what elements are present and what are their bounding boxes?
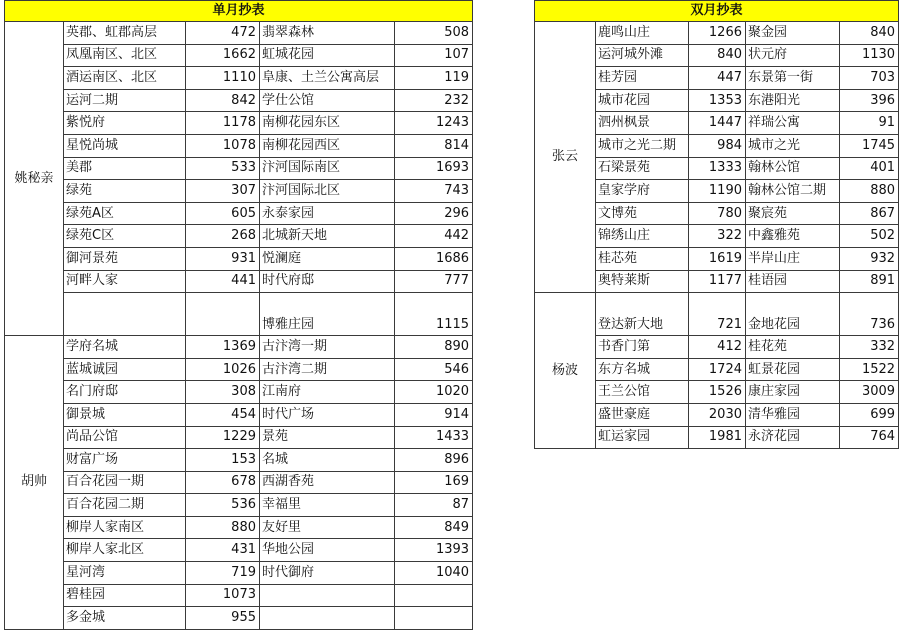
meter-count: 307 bbox=[186, 180, 260, 203]
meter-count: 1724 bbox=[689, 358, 746, 381]
property-name: 碧桂园 bbox=[64, 584, 186, 607]
table-row bbox=[5, 67, 473, 90]
meter-count: 322 bbox=[689, 225, 746, 248]
property-name: 绿苑A区 bbox=[64, 202, 186, 225]
property-name: 桂语园 bbox=[746, 270, 840, 293]
meter-count: 119 bbox=[395, 67, 473, 90]
property-name: 聚金园 bbox=[746, 22, 840, 45]
property-name: 博雅庄园 bbox=[260, 293, 395, 336]
property-name: 翰林公馆 bbox=[746, 157, 840, 180]
meter-count: 1110 bbox=[186, 67, 260, 90]
meter-count: 703 bbox=[840, 67, 899, 90]
property-name: 百合花园二期 bbox=[64, 494, 186, 517]
meter-count: 442 bbox=[395, 225, 473, 248]
property-name: 绿苑C区 bbox=[64, 225, 186, 248]
double-month-table bbox=[534, 0, 899, 449]
property-name: 南柳花园西区 bbox=[260, 134, 395, 157]
meter-count: 849 bbox=[395, 516, 473, 539]
property-name: 登达新大地 bbox=[596, 293, 689, 336]
property-name: 幸福里 bbox=[260, 494, 395, 517]
property-name: 虹运家园 bbox=[596, 426, 689, 449]
meter-count: 891 bbox=[840, 270, 899, 293]
property-name: 金地花园 bbox=[746, 293, 840, 336]
property-name: 虹景花园 bbox=[746, 358, 840, 381]
property-name: 华地公园 bbox=[260, 539, 395, 562]
meter-count: 308 bbox=[186, 381, 260, 404]
person-name: 张云 bbox=[535, 22, 596, 293]
property-name: 百合花园一期 bbox=[64, 471, 186, 494]
meter-count: 1040 bbox=[395, 562, 473, 585]
property-name: 凤凰南区、北区 bbox=[64, 44, 186, 67]
meter-count: 880 bbox=[840, 180, 899, 203]
meter-count: 1693 bbox=[395, 157, 473, 180]
meter-count: 1433 bbox=[395, 426, 473, 449]
meter-count: 880 bbox=[186, 516, 260, 539]
table-row bbox=[5, 584, 473, 607]
property-name: 状元府 bbox=[746, 44, 840, 67]
table-row bbox=[5, 157, 473, 180]
meter-count: 764 bbox=[840, 426, 899, 449]
single-month-title: 单月抄表 bbox=[5, 1, 473, 22]
meter-count: 840 bbox=[840, 22, 899, 45]
property-name: 城市花园 bbox=[596, 89, 689, 112]
meter-count: 984 bbox=[689, 134, 746, 157]
property-name: 祥瑞公寓 bbox=[746, 112, 840, 135]
meter-count: 719 bbox=[186, 562, 260, 585]
table-row bbox=[5, 426, 473, 449]
property-name: 名城 bbox=[260, 449, 395, 472]
meter-count: 1243 bbox=[395, 112, 473, 135]
property-name: 紫悦府 bbox=[64, 112, 186, 135]
double-month-header-row bbox=[535, 1, 899, 22]
table-row bbox=[535, 22, 899, 45]
single-month-header-row bbox=[5, 1, 473, 22]
meter-count: 1662 bbox=[186, 44, 260, 67]
meter-count: 332 bbox=[840, 336, 899, 359]
meter-count: 546 bbox=[395, 358, 473, 381]
meter-count: 1745 bbox=[840, 134, 899, 157]
property-name: 运河城外滩 bbox=[596, 44, 689, 67]
table-row bbox=[5, 270, 473, 293]
meter-count: 447 bbox=[689, 67, 746, 90]
property-name: 江南府 bbox=[260, 381, 395, 404]
table-row bbox=[5, 562, 473, 585]
meter-count: 1229 bbox=[186, 426, 260, 449]
table-row bbox=[5, 539, 473, 562]
meter-count: 840 bbox=[689, 44, 746, 67]
meter-count: 91 bbox=[840, 112, 899, 135]
meter-count: 87 bbox=[395, 494, 473, 517]
meter-count: 1981 bbox=[689, 426, 746, 449]
meter-count: 454 bbox=[186, 403, 260, 426]
property-name: 阜康、土兰公寓高层 bbox=[260, 67, 395, 90]
meter-count: 842 bbox=[186, 89, 260, 112]
property-name: 城市之光 bbox=[746, 134, 840, 157]
meter-count: 814 bbox=[395, 134, 473, 157]
property-name: 御河景苑 bbox=[64, 247, 186, 270]
meter-count: 678 bbox=[186, 471, 260, 494]
property-name: 皇家学府 bbox=[596, 180, 689, 203]
property-name: 蓝城诚园 bbox=[64, 358, 186, 381]
property-name: 半岸山庄 bbox=[746, 247, 840, 270]
meter-count: 1266 bbox=[689, 22, 746, 45]
single-month-table bbox=[4, 0, 473, 630]
property-name: 运河二期 bbox=[64, 89, 186, 112]
table-row bbox=[5, 89, 473, 112]
property-name: 鹿鸣山庄 bbox=[596, 22, 689, 45]
meter-count: 605 bbox=[186, 202, 260, 225]
property-name: 石梁景苑 bbox=[596, 157, 689, 180]
meter-count: 699 bbox=[840, 403, 899, 426]
meter-count: 890 bbox=[395, 336, 473, 359]
property-name: 汴河国际南区 bbox=[260, 157, 395, 180]
property-name: 翰林公馆二期 bbox=[746, 180, 840, 203]
meter-count: 2030 bbox=[689, 403, 746, 426]
meter-count: 780 bbox=[689, 202, 746, 225]
meter-count: 1177 bbox=[689, 270, 746, 293]
meter-count: 1078 bbox=[186, 134, 260, 157]
property-name: 东港阳光 bbox=[746, 89, 840, 112]
property-name: 悦澜庭 bbox=[260, 247, 395, 270]
meter-count: 932 bbox=[840, 247, 899, 270]
meter-count: 867 bbox=[840, 202, 899, 225]
single-month-body bbox=[5, 1, 473, 630]
meter-count: 1447 bbox=[689, 112, 746, 135]
property-name: 星悦尚城 bbox=[64, 134, 186, 157]
meter-count: 743 bbox=[395, 180, 473, 203]
table-row bbox=[5, 381, 473, 404]
property-name: 时代府邸 bbox=[260, 270, 395, 293]
table-row bbox=[5, 247, 473, 270]
property-name: 名门府邸 bbox=[64, 381, 186, 404]
property-name: 桂芳园 bbox=[596, 67, 689, 90]
property-name: 城市之光二期 bbox=[596, 134, 689, 157]
meter-count: 1178 bbox=[186, 112, 260, 135]
table-row bbox=[5, 516, 473, 539]
property-name bbox=[260, 584, 395, 607]
property-name: 星河湾 bbox=[64, 562, 186, 585]
property-name: 英郡、虹郡高层 bbox=[64, 22, 186, 45]
property-name: 虹城花园 bbox=[260, 44, 395, 67]
meter-count: 536 bbox=[186, 494, 260, 517]
meter-count: 1526 bbox=[689, 381, 746, 404]
property-name: 书香门第 bbox=[596, 336, 689, 359]
meter-count: 1073 bbox=[186, 584, 260, 607]
meter-count bbox=[186, 293, 260, 336]
property-name: 尚品公馆 bbox=[64, 426, 186, 449]
property-name: 多金城 bbox=[64, 607, 186, 630]
meter-count: 153 bbox=[186, 449, 260, 472]
property-name: 时代广场 bbox=[260, 403, 395, 426]
double-month-body bbox=[535, 1, 899, 449]
meter-count: 1686 bbox=[395, 247, 473, 270]
table-row bbox=[5, 336, 473, 359]
property-name bbox=[260, 607, 395, 630]
meter-count: 268 bbox=[186, 225, 260, 248]
property-name: 桂花苑 bbox=[746, 336, 840, 359]
meter-count: 508 bbox=[395, 22, 473, 45]
meter-count: 1115 bbox=[395, 293, 473, 336]
property-name: 御景城 bbox=[64, 403, 186, 426]
property-name: 王兰公馆 bbox=[596, 381, 689, 404]
property-name: 北城新天地 bbox=[260, 225, 395, 248]
table-row bbox=[5, 403, 473, 426]
meter-count: 396 bbox=[840, 89, 899, 112]
meter-count: 502 bbox=[840, 225, 899, 248]
meter-count: 1130 bbox=[840, 44, 899, 67]
property-name: 永济花园 bbox=[746, 426, 840, 449]
table-row bbox=[5, 449, 473, 472]
property-name: 古汴湾一期 bbox=[260, 336, 395, 359]
meter-count: 472 bbox=[186, 22, 260, 45]
property-name: 永泰家园 bbox=[260, 202, 395, 225]
meter-count: 441 bbox=[186, 270, 260, 293]
table-row bbox=[5, 494, 473, 517]
property-name: 翡翠森林 bbox=[260, 22, 395, 45]
table-row bbox=[5, 22, 473, 45]
property-name: 奥特莱斯 bbox=[596, 270, 689, 293]
property-name: 美郡 bbox=[64, 157, 186, 180]
meter-count: 896 bbox=[395, 449, 473, 472]
person-name: 胡帅 bbox=[5, 336, 64, 630]
property-name: 学仕公馆 bbox=[260, 89, 395, 112]
property-name: 友好里 bbox=[260, 516, 395, 539]
meter-count: 401 bbox=[840, 157, 899, 180]
table-row bbox=[535, 293, 899, 336]
meter-count: 1619 bbox=[689, 247, 746, 270]
meter-count: 533 bbox=[186, 157, 260, 180]
table-row bbox=[5, 471, 473, 494]
property-name: 盛世豪庭 bbox=[596, 403, 689, 426]
property-name: 河畔人家 bbox=[64, 270, 186, 293]
meter-count: 296 bbox=[395, 202, 473, 225]
person-name: 杨波 bbox=[535, 293, 596, 449]
meter-count: 736 bbox=[840, 293, 899, 336]
double-month-title: 双月抄表 bbox=[535, 1, 899, 22]
meter-count: 1353 bbox=[689, 89, 746, 112]
property-name: 景苑 bbox=[260, 426, 395, 449]
meter-count: 412 bbox=[689, 336, 746, 359]
meter-count: 232 bbox=[395, 89, 473, 112]
property-name: 桂芯苑 bbox=[596, 247, 689, 270]
table-row bbox=[5, 607, 473, 630]
meter-count: 3009 bbox=[840, 381, 899, 404]
property-name: 南柳花园东区 bbox=[260, 112, 395, 135]
meter-count: 1026 bbox=[186, 358, 260, 381]
property-name: 绿苑 bbox=[64, 180, 186, 203]
meter-count: 1522 bbox=[840, 358, 899, 381]
table-row bbox=[5, 358, 473, 381]
table-row bbox=[5, 180, 473, 203]
meter-count: 1020 bbox=[395, 381, 473, 404]
meter-count: 931 bbox=[186, 247, 260, 270]
property-name: 东方名城 bbox=[596, 358, 689, 381]
meter-count: 1190 bbox=[689, 180, 746, 203]
property-name: 学府名城 bbox=[64, 336, 186, 359]
property-name: 康庄家园 bbox=[746, 381, 840, 404]
property-name: 清华雅园 bbox=[746, 403, 840, 426]
property-name: 财富广场 bbox=[64, 449, 186, 472]
property-name: 锦绣山庄 bbox=[596, 225, 689, 248]
property-name: 西湖香苑 bbox=[260, 471, 395, 494]
property-name: 东景第一街 bbox=[746, 67, 840, 90]
property-name: 酒运南区、北区 bbox=[64, 67, 186, 90]
property-name: 柳岸人家北区 bbox=[64, 539, 186, 562]
table-row bbox=[5, 112, 473, 135]
meter-count: 431 bbox=[186, 539, 260, 562]
meter-count: 1393 bbox=[395, 539, 473, 562]
meter-count: 107 bbox=[395, 44, 473, 67]
property-name: 时代御府 bbox=[260, 562, 395, 585]
property-name: 汴河国际北区 bbox=[260, 180, 395, 203]
meter-count: 1333 bbox=[689, 157, 746, 180]
property-name: 泗州枫景 bbox=[596, 112, 689, 135]
property-name: 聚宸苑 bbox=[746, 202, 840, 225]
meter-count: 1369 bbox=[186, 336, 260, 359]
meter-count: 914 bbox=[395, 403, 473, 426]
property-name bbox=[64, 293, 186, 336]
table-row bbox=[5, 44, 473, 67]
table-row bbox=[5, 202, 473, 225]
meter-count bbox=[395, 584, 473, 607]
person-name: 姚秘亲 bbox=[5, 22, 64, 336]
meter-count: 777 bbox=[395, 270, 473, 293]
table-row bbox=[5, 293, 473, 336]
meter-count: 955 bbox=[186, 607, 260, 630]
table-row bbox=[5, 225, 473, 248]
property-name: 中鑫雅苑 bbox=[746, 225, 840, 248]
property-name: 柳岸人家南区 bbox=[64, 516, 186, 539]
property-name: 文博苑 bbox=[596, 202, 689, 225]
meter-count bbox=[395, 607, 473, 630]
property-name: 古汴湾二期 bbox=[260, 358, 395, 381]
meter-count: 169 bbox=[395, 471, 473, 494]
table-row bbox=[5, 134, 473, 157]
meter-count: 721 bbox=[689, 293, 746, 336]
